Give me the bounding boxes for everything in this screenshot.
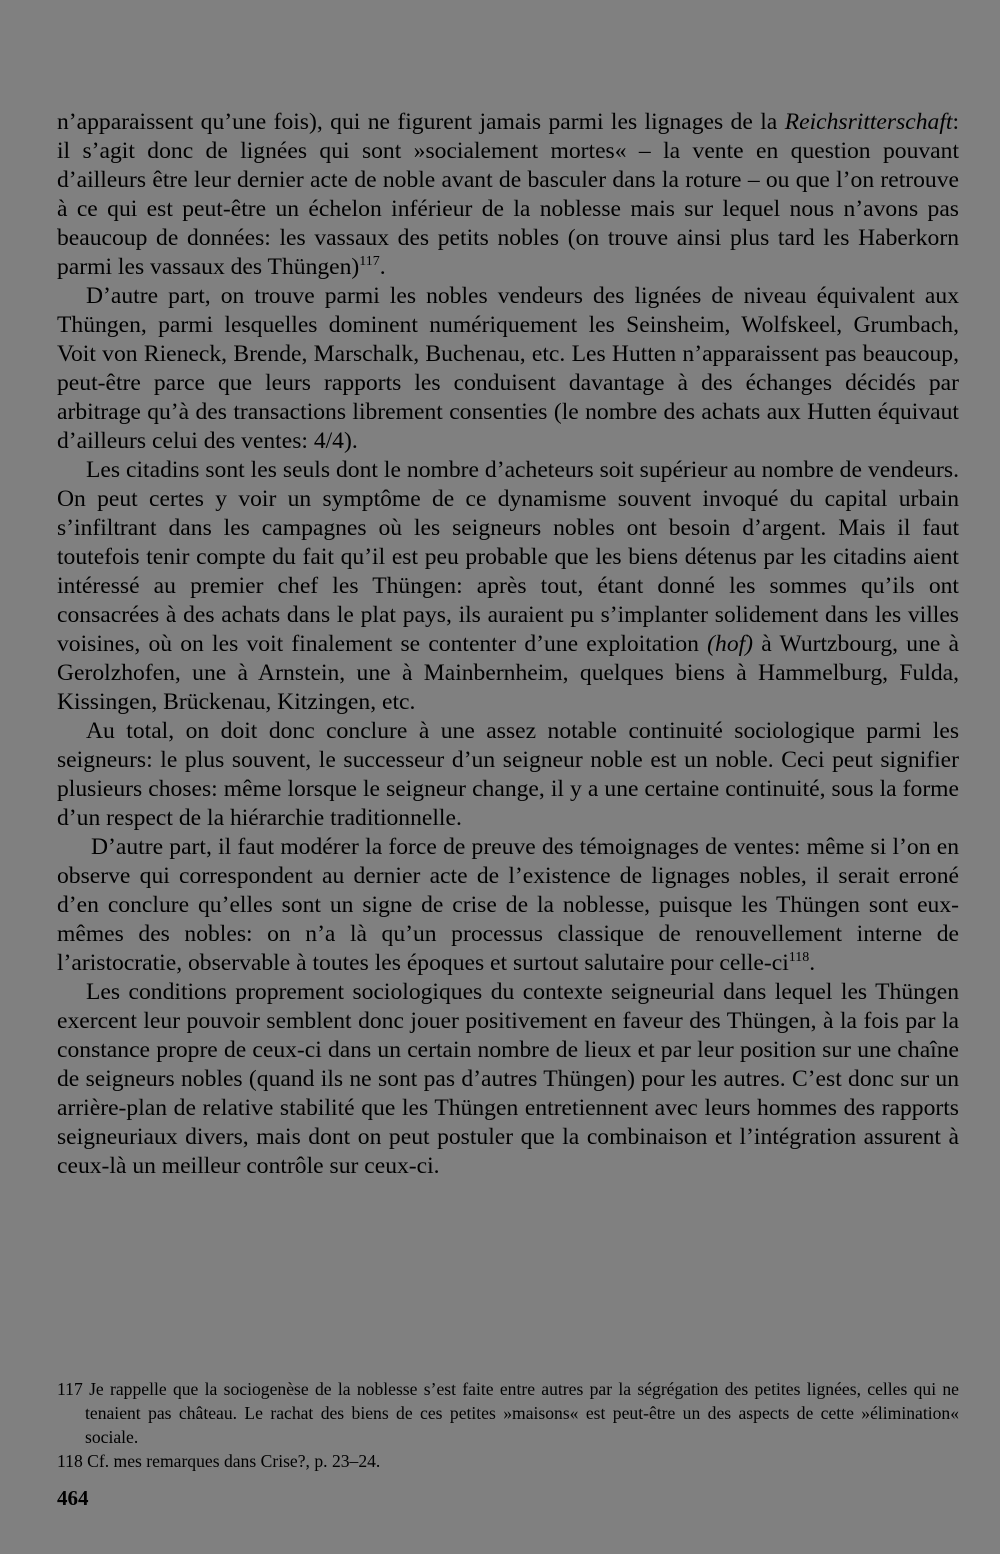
footnote-117 [57,1377,959,1449]
paragraph-5 [57,833,959,978]
paragraph-4 [57,717,959,833]
italic-term-hof: (hof) [707,631,754,657]
italic-term-reichsritterschaft: Reichsritterschaft [784,109,953,135]
text-run: n’apparaissent qu’une fois), qui ne figurent jamais parmi les lignages de la [57,109,785,135]
text-run: Les conditions proprement sociologiques du contexte seigneurial dans lequel les Thüngen exercent leur pouvoir semblent donc jouer positivement en faveur des Thüngen, à la fois par la constance propre de ceux-ci dans un certain nombre de lieux et par leur position sur une chaîne de seigneurs nobles (quand ils ne sont pas d’autres Thüngen) pour les autres. C’est donc sur un arrière-plan de relative stabilité que les Thüngen entretiennent avec leurs hommes des rapports seigneuriaux divers, mais dont on peut postuler que la combinaison et l’intégration assurent à ceux-là un meilleur contrôle sur ceux-ci. [57,979,959,1179]
text-run: . [809,950,816,976]
paragraph-1 [57,108,959,282]
text-run: Les citadins sont les seuls dont le nombre d’acheteurs soit supérieur au nombre de vendeurs. On peut certes y voir un symptôme de ce dynamisme souvent invoqué du capital urbain s’infiltrant dans les campagnes où les seigneurs nobles ont besoin d’argent. Mais il faut toutefois tenir compte du fait qu’il est peu probable que les biens détenus par les citadins aient intéressé au premier chef les Thüngen: après tout, étant donné les sommes qu’ils ont consacrées à des achats dans le plat pays, ils auraient pu s’implanter solidement dans les villes voisines, où on les voit finalement se contenter d’une exploitation [57,457,959,657]
paragraph-2 [57,282,959,456]
footnotes [57,1377,959,1473]
footnote-ref-118[interactable]: 118 [788,950,810,965]
text-run: D’autre part, il faut modérer la force de preuve des témoignages de ventes: même si l’on en observe qui correspondent au dernier acte de l’existence de lignages nobles, il serait erroné d’en conclure qu’elles sont un signe de crise de la noblesse, puisque les Thüngen sont eux-mêmes des nobles: on n’a là qu’un processus classique de renouvellement interne de l’aristocratie, observable à toutes les époques et surtout salutaire pour celle-ci [57,834,959,976]
text-run: Au total, on doit donc conclure à une assez notable continuité sociologique parmi les seigneurs: le plus souvent, le successeur d’un seigneur noble est un noble. Ceci peut signifier plusieurs choses: même lorsque le seigneur change, il y a une certaine continuité, sous la forme d’un respect de la hiérarchie traditionnelle. [57,718,959,831]
footnote-118 [57,1449,959,1473]
text-run: D’autre part, on trouve parmi les nobles vendeurs des lignées de niveau équivalent aux Thüngen, parmi lesquelles dominent numériquement les Seinsheim, Wolfskeel, Grumbach, Voit von Rieneck, Brende, Marschalk, Buchenau, etc. Les Hutten n’apparaissent pas beaucoup, peut-être parce que leurs rapports les conduisent davantage à des échanges décidés par arbitrage qu’à des transactions librement consenties (le nombre des achats aux Hutten équivaut d’ailleurs celui des ventes: 4/4). [57,283,959,454]
page-body [57,108,959,1181]
page-number: 464 [57,1486,89,1510]
paragraph-3 [57,456,959,717]
footnote-text: Je rappelle que la sociogenèse de la noblesse s’est faite entre autres par la ségrégation des petites lignées, celles qui ne tenaient pas château. Le rachat des biens de ces petites »maisons« est peut-être un des aspects de cette »élimination« sociale. [85,1379,959,1447]
footnote-number: 117 [57,1379,83,1399]
text-run: à Wurtzbourg, une à Gerolzhofen, une à Arnstein, une à Mainbernheim, quelques biens à Hammelburg, Fulda, Kissingen, Brückenau, Kitzingen, etc. [57,631,959,715]
footnote-number: 118 [57,1451,83,1471]
footnote-ref-117[interactable]: 117 [359,254,380,269]
paragraph-6 [57,978,959,1181]
text-run: . [379,254,386,280]
main-text [57,108,959,1181]
text-run: : il s’agit donc de lignées qui sont »socialement mortes« – la vente en question pouvant d’ailleurs être leur dernier acte de noble avant de basculer dans la roture – ou que l’on retrouve à ce qui est peut-être un échelon inférieur de la noblesse mais sur lequel nous n’avons pas beaucoup de données: les vassaux des petits nobles (on trouve ainsi plus tard les Haberkorn parmi les vassaux des Thüngen) [57,109,959,280]
footnote-text: Cf. mes remarques dans Crise?, p. 23–24. [87,1451,381,1471]
